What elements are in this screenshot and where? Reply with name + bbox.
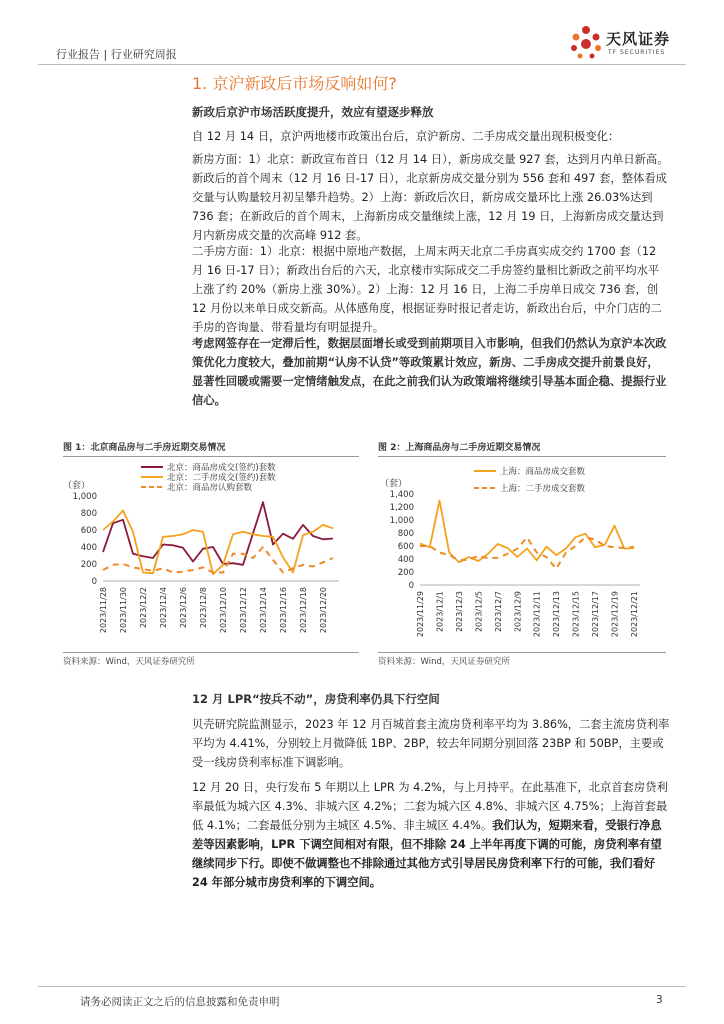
x-tick-label: 2023/11/29: [416, 591, 425, 638]
section2-subtitle: 12 月 LPR“按兵不动”，房贷利率仍具下行空间: [192, 692, 440, 706]
report-category: 行业报告 | 行业研究周报: [56, 48, 177, 61]
legend-label-1: 北京：商品房成交(签约)套数: [167, 463, 276, 473]
x-tick-label: 2023/12/20: [319, 587, 328, 634]
legend-label-1: 上海：商品房成交套数: [500, 467, 586, 477]
x-tick-label: 2023/11/30: [119, 587, 128, 634]
x-tick-label: 2023/12/17: [591, 591, 601, 638]
y-tick-label: 800: [397, 529, 414, 539]
x-tick-label: 2023/12/11: [532, 591, 542, 638]
paragraph-lpr: [192, 778, 670, 892]
y-tick-label: 0: [408, 581, 414, 591]
figure-1-caption: 图 1：北京商品房与二手房近期交易情况: [63, 443, 226, 453]
x-tick-label: 2023/12/1: [435, 591, 445, 633]
y-tick-label: 600: [397, 542, 414, 552]
figure-1-chart: [63, 458, 359, 638]
x-tick-label: 2023/12/7: [493, 591, 503, 633]
new-homes-body: 1）北京：新政宣布首日（12 月 14 日），新房成交量 927 套，达到月内单日新高。新政后的首个周末（12 月 16 日-17 日），北京新房成交量分别为 556 套和 497 套，整体看成交量与认购量较月初呈攀升趋势。2）上海：新政后次日，新房成交量环比上涨 26.03%达到 736 套；在新政后的首个周末，上海新房成交量继续上涨，12 月 19 日，上海新房成交量达到月内新房成交量的次高峰 912 套。: [192, 153, 669, 242]
y-tick-label: 400: [80, 543, 97, 553]
new-homes-lead: 新房方面：: [192, 153, 249, 166]
y-axis-unit-label: （套）: [63, 481, 91, 491]
series-line-2: [103, 511, 333, 575]
paragraph-mortgage-rates: 贝壳研究院监测显示，2023 年 12 月百城首套主流房贷利率平均为 3.86%，二套主流房贷利率平均为 4.41%，分别较上月微降低 1BP、2BP，较去年同期分别回落 23BP 和 50BP，主要或受一线房贷利率标准下调影响。: [192, 718, 670, 769]
paragraph-outlook: 考虑网签存在一定滞后性，数据层面增长或受到前期项目入市影响，但我们仍然认为京沪本次政策优化力度较大，叠加前期“认房不认贷”等政策累计效应，新房、二手房成交提升前景良好，显著性回暖或需要一定情绪触发点，在此之前我们认为政策端将继续引导基本面企稳、提振行业信心。: [192, 337, 667, 407]
x-tick-label: 2023/12/16: [279, 587, 288, 634]
series-line-2: [420, 537, 634, 569]
second-hand-body: 1）北京：根据中原地产数据，上周末两天北京二手房真实成交约 1700 套（12 月 16 日-17 日）；新政出台后的六天，北京楼市实际成交二手房签约量相比新政之前平均水平上涨了约 20%（新房上涨 30%）。2）上海：12 月 16 日，上海二手房单日成交 736 套，创 12 月份以来单日成交新高。从体感角度，根据证券时报记者走访，新政出台后，中介门店的二手房的咨询量、带看量均有明显提升。: [192, 245, 662, 334]
x-tick-label: 2023/12/19: [610, 591, 620, 638]
legend-label-2: 上海：二手房成交套数: [500, 484, 586, 494]
legend-label-3: 北京：商品房认购套数: [167, 483, 253, 493]
section-subtitle: 新政后京沪市场活跃度提升，效应有望逐步释放: [192, 105, 434, 119]
figure-2: [378, 440, 666, 457]
header-divider: [38, 64, 686, 65]
y-tick-label: 0: [91, 577, 97, 587]
x-tick-label: 2023/12/4: [159, 587, 168, 629]
x-tick-label: 2023/12/12: [239, 587, 248, 634]
x-tick-label: 2023/12/15: [571, 591, 581, 638]
x-tick-label: 2023/12/5: [474, 591, 484, 633]
y-tick-label: 400: [397, 555, 414, 565]
page-number: 3: [656, 994, 663, 1006]
figure-1: [63, 440, 359, 457]
section-title: 1. 京沪新政后市场反响如何?: [192, 74, 397, 93]
legend-label-2: 北京：二手房成交(签约)套数: [167, 473, 276, 483]
x-tick-label: 2023/12/21: [630, 591, 639, 638]
y-tick-label: 1,000: [389, 516, 414, 526]
y-tick-label: 600: [80, 526, 97, 536]
x-tick-label: 2023/11/28: [99, 587, 108, 634]
y-tick-label: 1,000: [72, 492, 97, 502]
y-tick-label: 200: [80, 560, 97, 570]
paragraph-new-homes: [192, 150, 670, 245]
x-tick-label: 2023/12/2: [139, 587, 148, 629]
lpr-normal-text: 12 月 20 日，央行发布 5 年期以上 LPR 为 4.2%，与上月持平。在此基准下，北京首套房贷利率最低为城六区 4.3%、非城六区 4.2%；二套为城六区 4.8%、非城六区 4.75%；上海首套最低 4.1%；二套最低分别为主城区 4.5%、非主城区 4.4%。: [192, 781, 668, 832]
lpr-bold-text: 我们认为，短期来看，受银行净息差等因素影响，LPR 下调空间相对有限，但不排除 24 上半年再度下调的可能，房贷利率有望继续同步下行。即使不做调整也不排除通过其他方式引导居民房贷利率下行的可能，我们看好 24 年部分城市房贷利率的下调空间。: [192, 819, 662, 889]
x-tick-label: 2023/12/18: [299, 587, 308, 634]
x-tick-label: 2023/12/6: [179, 587, 188, 629]
logo-name: 天风证券: [606, 30, 671, 48]
series-line-1: [420, 501, 634, 563]
y-tick-label: 1,400: [389, 490, 414, 500]
x-tick-label: 2023/12/10: [219, 587, 228, 634]
second-hand-lead: 二手房方面：: [192, 245, 260, 258]
x-tick-label: 2023/12/9: [513, 591, 523, 633]
figure-2-caption-rule: [378, 456, 666, 457]
paragraph-second-hand: [192, 242, 670, 337]
y-tick-label: 1,200: [389, 503, 414, 513]
figure-1-caption-rule: [63, 456, 359, 457]
logo-subtitle: TF SECURITIES: [608, 49, 666, 56]
x-tick-label: 2023/12/3: [454, 591, 464, 633]
y-tick-label: 800: [80, 509, 97, 519]
figure-2-source: 资料来源：Wind，天风证券研究所: [378, 657, 510, 667]
figure-1-bottom-rule: [63, 652, 359, 653]
figure-2-caption: 图 2：上海商品房与二手房近期交易情况: [378, 443, 541, 453]
footer-divider: [38, 986, 686, 987]
x-tick-label: 2023/12/13: [552, 591, 562, 638]
logo: [566, 22, 696, 62]
x-tick-label: 2023/12/8: [199, 587, 208, 629]
footer-disclaimer: 请务必阅读正文之后的信息披露和免责申明: [80, 996, 280, 1008]
figure-2-bottom-rule: [378, 652, 666, 653]
logo-mark-icon: [566, 22, 606, 62]
x-tick-label: 2023/12/14: [259, 587, 268, 634]
paragraph-intro: 自 12 月 14 日，京沪两地楼市政策出台后，京沪新房、二手房成交量出现积极变化：: [192, 130, 620, 143]
y-axis-unit-label: （套）: [380, 479, 408, 489]
figure-2-chart: [378, 458, 666, 638]
y-tick-label: 200: [397, 568, 414, 578]
figure-1-source: 资料来源：Wind，天风证券研究所: [63, 657, 195, 667]
